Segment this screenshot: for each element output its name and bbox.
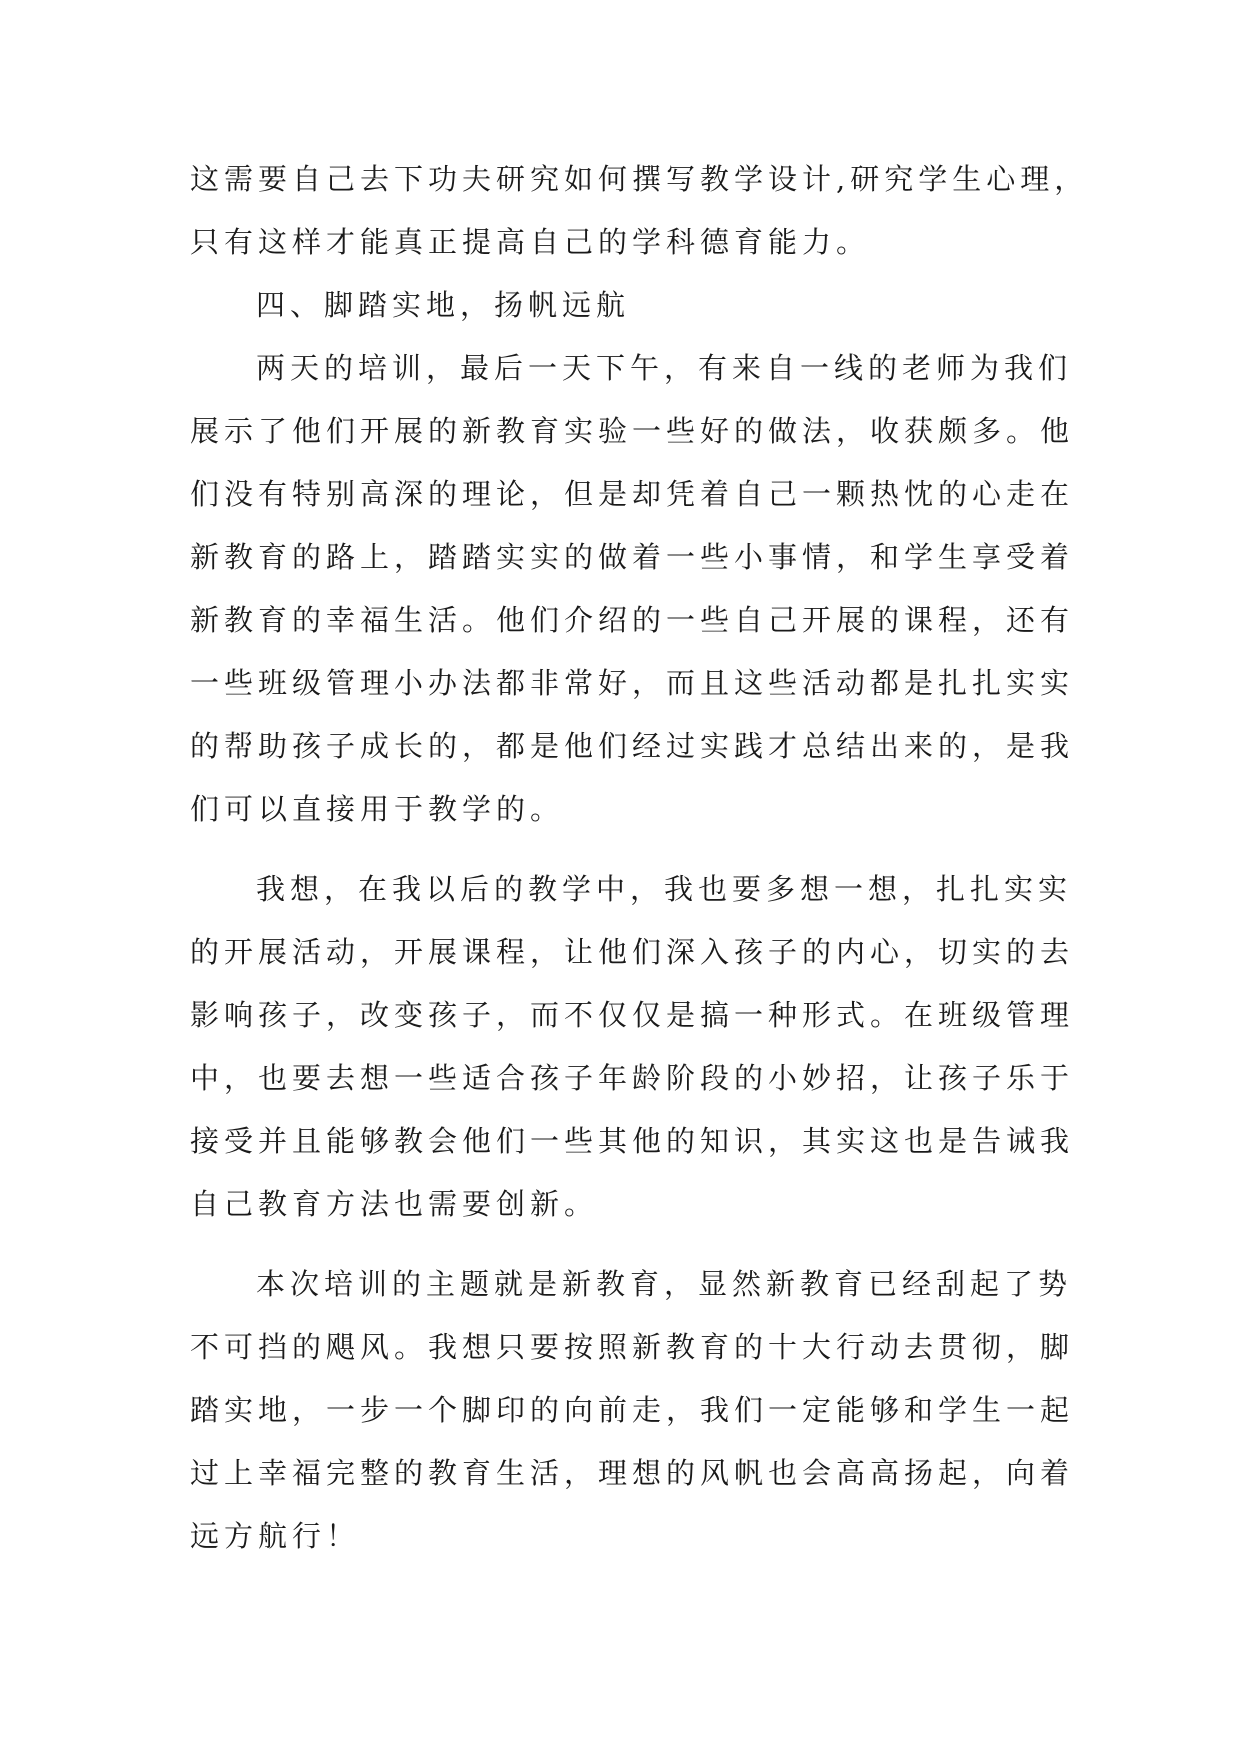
paragraph-line: 不可挡的飓风。我想只要按照新教育的十大行动去贯彻，脚 [190, 1330, 1075, 1364]
paragraph-line: 的帮助孩子成长的，都是他们经过实践才总结出来的，是我 [190, 729, 1075, 763]
paragraph-line: 们可以直接用于教学的。 [190, 792, 565, 826]
paragraph-line: 影响孩子，改变孩子，而不仅仅是搞一种形式。在班级管理 [190, 998, 1075, 1032]
paragraph-line: 自己教育方法也需要创新。 [190, 1187, 599, 1221]
paragraph-line: 远方航行！ [190, 1519, 361, 1553]
paragraph-line: 踏实地，一步一个脚印的向前走，我们一定能够和学生一起 [190, 1393, 1075, 1427]
paragraph-line: 接受并且能够教会他们一些其他的知识，其实这也是告诫我 [190, 1124, 1075, 1158]
paragraph-line: 们没有特别高深的理论，但是却凭着自己一颗热忱的心走在 [190, 477, 1075, 511]
section-heading: 四、脚踏实地，扬帆远航 [256, 288, 631, 322]
document-page [190, 148, 1090, 1568]
paragraph-line: 只有这样才能真正提高自己的学科德育能力。 [190, 225, 871, 259]
paragraph-line: 新教育的幸福生活。他们介绍的一些自己开展的课程，还有 [190, 603, 1075, 637]
paragraph-line: 一些班级管理小办法都非常好，而且这些活动都是扎扎实实 [190, 666, 1075, 700]
paragraph-line: 过上幸福完整的教育生活，理想的风帆也会高高扬起，向着 [190, 1456, 1075, 1490]
paragraph-line: 的开展活动，开展课程，让他们深入孩子的内心，切实的去 [190, 935, 1075, 969]
paragraph-line: 这需要自己去下功夫研究如何撰写教学设计,研究学生心理， [190, 162, 1089, 196]
paragraph-line: 展示了他们开展的新教育实验一些好的做法，收获颇多。他 [190, 414, 1075, 448]
paragraph-line: 新教育的路上，踏踏实实的做着一些小事情，和学生享受着 [190, 540, 1075, 574]
paragraph-line: 本次培训的主题就是新教育，显然新教育已经刮起了势 [256, 1267, 1073, 1301]
paragraph-line: 两天的培训，最后一天下午，有来自一线的老师为我们 [256, 351, 1073, 385]
paragraph-line: 中，也要去想一些适合孩子年龄阶段的小妙招，让孩子乐于 [190, 1061, 1075, 1095]
paragraph-line: 我想，在我以后的教学中，我也要多想一想，扎扎实实 [256, 872, 1073, 906]
